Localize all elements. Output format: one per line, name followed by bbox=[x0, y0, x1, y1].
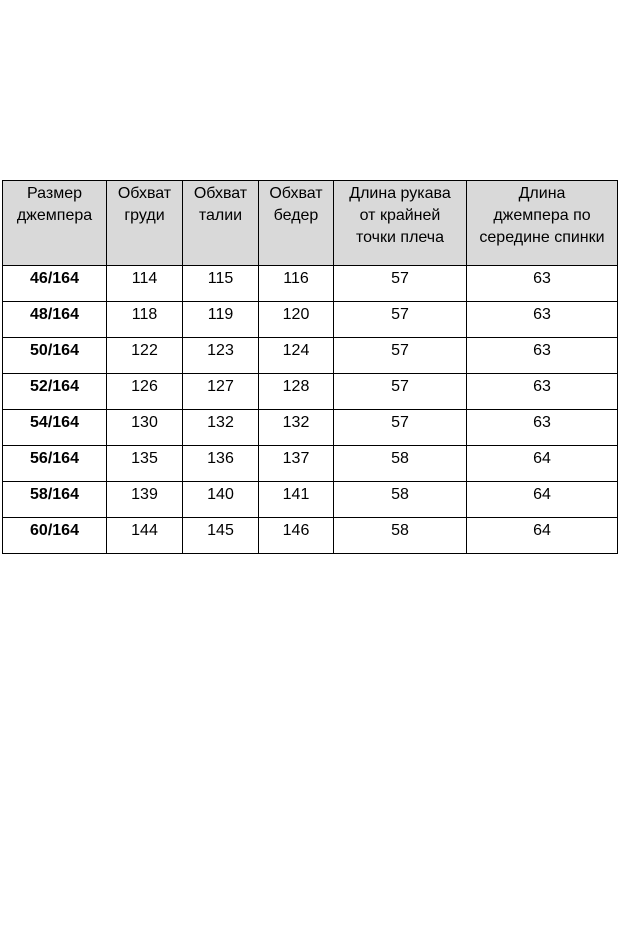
table-body bbox=[3, 266, 618, 554]
waist-cell: 127 bbox=[183, 374, 259, 410]
size-chart-table bbox=[2, 180, 618, 554]
header-chest: Обхват груди bbox=[107, 181, 183, 266]
sleeve-length-cell: 57 bbox=[334, 374, 467, 410]
header-row bbox=[3, 181, 618, 266]
size-cell: 60/164 bbox=[3, 518, 107, 554]
waist-cell: 115 bbox=[183, 266, 259, 302]
back-length-cell: 63 bbox=[467, 410, 618, 446]
header-sleeve-length: Длина рукава от крайней точки плеча bbox=[334, 181, 467, 266]
hips-cell: 124 bbox=[259, 338, 334, 374]
chest-cell: 114 bbox=[107, 266, 183, 302]
table-row bbox=[3, 266, 618, 302]
chest-cell: 144 bbox=[107, 518, 183, 554]
chest-cell: 135 bbox=[107, 446, 183, 482]
table-row bbox=[3, 410, 618, 446]
size-cell: 52/164 bbox=[3, 374, 107, 410]
waist-cell: 136 bbox=[183, 446, 259, 482]
table-row bbox=[3, 338, 618, 374]
sleeve-length-cell: 57 bbox=[334, 302, 467, 338]
sleeve-length-cell: 57 bbox=[334, 410, 467, 446]
waist-cell: 123 bbox=[183, 338, 259, 374]
hips-cell: 132 bbox=[259, 410, 334, 446]
hips-cell: 146 bbox=[259, 518, 334, 554]
back-length-cell: 64 bbox=[467, 482, 618, 518]
chest-cell: 126 bbox=[107, 374, 183, 410]
table-row bbox=[3, 446, 618, 482]
back-length-cell: 63 bbox=[467, 374, 618, 410]
sleeve-length-cell: 58 bbox=[334, 482, 467, 518]
table-header bbox=[3, 181, 618, 266]
chest-cell: 122 bbox=[107, 338, 183, 374]
size-cell: 58/164 bbox=[3, 482, 107, 518]
back-length-cell: 63 bbox=[467, 302, 618, 338]
table-row bbox=[3, 374, 618, 410]
hips-cell: 116 bbox=[259, 266, 334, 302]
size-cell: 50/164 bbox=[3, 338, 107, 374]
chest-cell: 139 bbox=[107, 482, 183, 518]
size-cell: 46/164 bbox=[3, 266, 107, 302]
back-length-cell: 64 bbox=[467, 518, 618, 554]
header-hips: Обхват бедер bbox=[259, 181, 334, 266]
back-length-cell: 63 bbox=[467, 338, 618, 374]
sleeve-length-cell: 58 bbox=[334, 446, 467, 482]
chest-cell: 118 bbox=[107, 302, 183, 338]
header-back-length: Длина джемпера по середине спинки bbox=[467, 181, 618, 266]
back-length-cell: 63 bbox=[467, 266, 618, 302]
header-size: Размер джемпера bbox=[3, 181, 107, 266]
sleeve-length-cell: 57 bbox=[334, 266, 467, 302]
waist-cell: 132 bbox=[183, 410, 259, 446]
header-waist: Обхват талии bbox=[183, 181, 259, 266]
chest-cell: 130 bbox=[107, 410, 183, 446]
hips-cell: 137 bbox=[259, 446, 334, 482]
table-row bbox=[3, 518, 618, 554]
size-cell: 48/164 bbox=[3, 302, 107, 338]
table-row bbox=[3, 482, 618, 518]
waist-cell: 145 bbox=[183, 518, 259, 554]
size-cell: 54/164 bbox=[3, 410, 107, 446]
back-length-cell: 64 bbox=[467, 446, 618, 482]
waist-cell: 119 bbox=[183, 302, 259, 338]
sleeve-length-cell: 58 bbox=[334, 518, 467, 554]
hips-cell: 128 bbox=[259, 374, 334, 410]
hips-cell: 141 bbox=[259, 482, 334, 518]
size-cell: 56/164 bbox=[3, 446, 107, 482]
table-row bbox=[3, 302, 618, 338]
waist-cell: 140 bbox=[183, 482, 259, 518]
hips-cell: 120 bbox=[259, 302, 334, 338]
sleeve-length-cell: 57 bbox=[334, 338, 467, 374]
